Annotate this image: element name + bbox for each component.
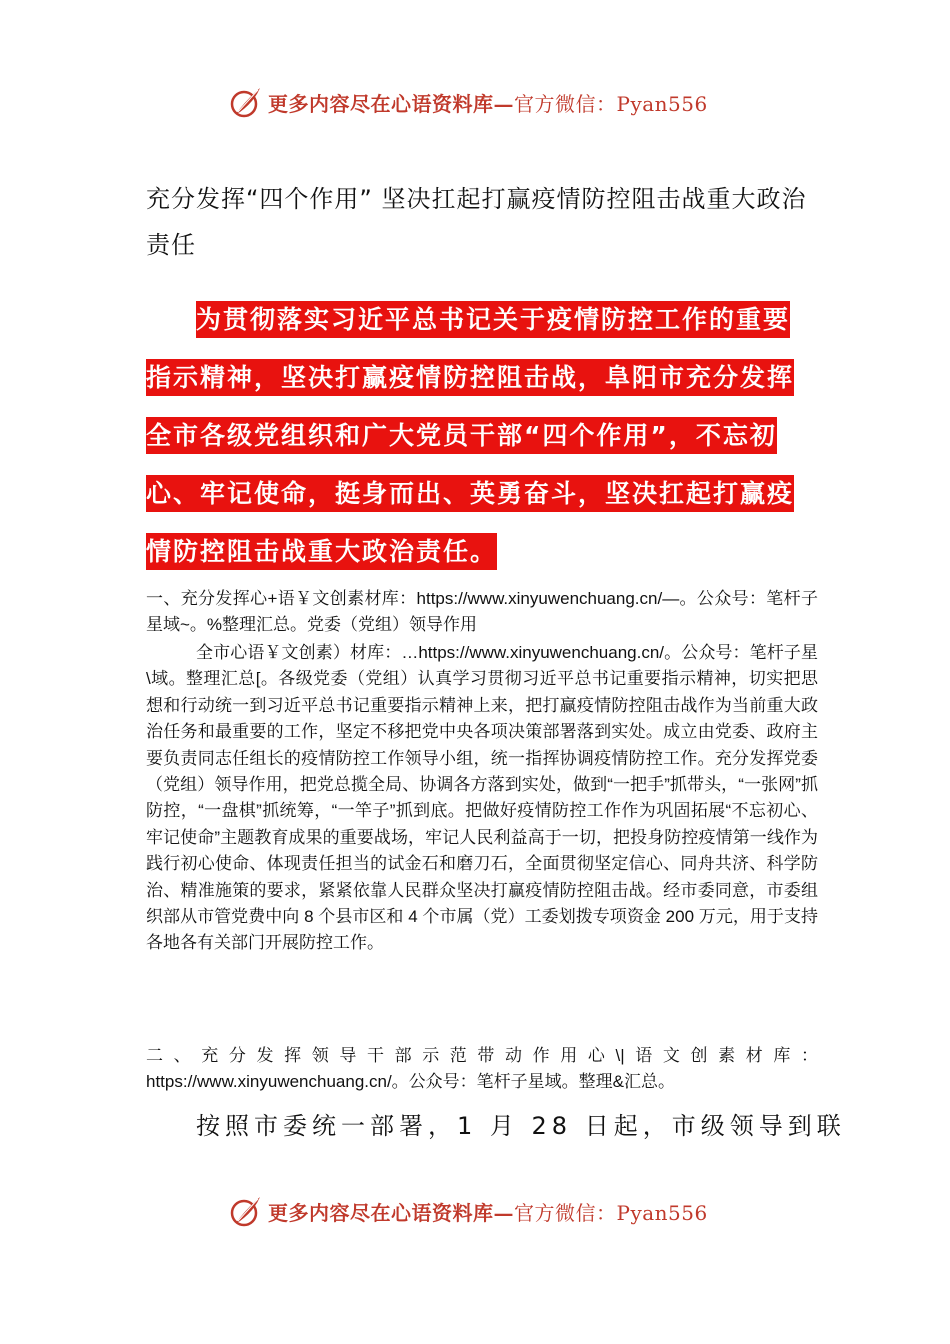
continued-paragraph-line: 按照市委统一部署，1 月 28 日起，市级领导到联 — [196, 1112, 846, 1140]
watermark-dash: — — [493, 1200, 514, 1225]
document-title: 充分发挥“四个作用” 坚决扛起打赢疫情防控阻击战重大政治责任 — [146, 185, 807, 259]
quill-logo-icon — [228, 1193, 264, 1229]
watermark-main: 更多内容尽在心语资料库 — [268, 91, 494, 116]
watermark-wechat-label: 官方微信： — [514, 1200, 617, 1225]
section-one-body: 全市心语￥文创素）材库：…https://www.xinyuwenchuang.cn/。公众号：笔杆子星\域。整理汇总[。各级党委（党组）认真学习贯彻习近平总书记重要指示精神，切实把思想和行动统一到习近平总书记重要指示精神上来，把打赢疫情防控阻击战作为当前重大政治任务和最重要的工作，坚定不移把党中央各项决策部署落到实处。成立由党委、政府主要负责同志任组长的疫情防控工作领导小组，统一指挥协调疫情防控工作。充分发挥党委（党组）领导作用，把党总揽全局、协调各方落到实处，做到“一把手”抓带头，“一张网”抓防控，“一盘棋”抓统筹，“一竿子”抓到底。把做好疫情防控工作作为巩固拓展“不忘初心、牢记使命”主题教育成果的重要战场，牢记人民利益高于一切，把投身防控疫情第一线作为践行初心使命、体现责任担当的试金石和磨刀石，全面贯彻坚定信心、同舟共济、科学防治、精准施策的要求，紧紧依靠人民群众坚决打赢疫情防控阻击战。经市委同意，市委组织部从市管党费中向 8 个县市区和 4 个市属（党）工委划拨专项资金 200 万元，用于支持各地各有关部门开展防控工作。 — [146, 643, 818, 953]
watermark-text — [268, 1197, 708, 1226]
watermark-wechat-id: Pyan556 — [616, 1200, 708, 1225]
watermark-main: 更多内容尽在心语资料库 — [268, 1200, 494, 1225]
watermark-dash: — — [493, 91, 514, 116]
watermark-text — [268, 88, 708, 117]
watermark-wechat-label: 官方微信： — [514, 91, 617, 116]
watermark-footer — [228, 1191, 708, 1231]
watermark-wechat-id: Pyan556 — [616, 91, 708, 116]
quill-logo-icon — [228, 84, 264, 120]
section-two-heading: 二、充分发挥领导干部示范带动作用心\|语文创素材库：https://www.xinyuwenchuang.cn/。公众号：笔杆子星域。整理&汇总。 — [146, 1046, 818, 1092]
highlighted-lead-text: 为贯彻落实习近平总书记关于疫情防控工作的重要指示精神，坚决打赢疫情防控阻击战，阜阳市充分发挥全市各级党组织和广大党员干部“四个作用”，不忘初心、牢记使命，挺身而出、英勇奋斗，坚决扛起打赢疫情防控阻击战重大政治责任。 — [146, 301, 794, 570]
section-one-heading: 一、充分发挥心+语￥文创素材库：https://www.xinyuwenchuang.cn/—。公众号：笔杆子星域~。%整理汇总。党委（党组）领导作用 — [146, 589, 818, 635]
highlighted-lead-paragraph — [146, 291, 806, 581]
watermark-header — [228, 82, 708, 122]
